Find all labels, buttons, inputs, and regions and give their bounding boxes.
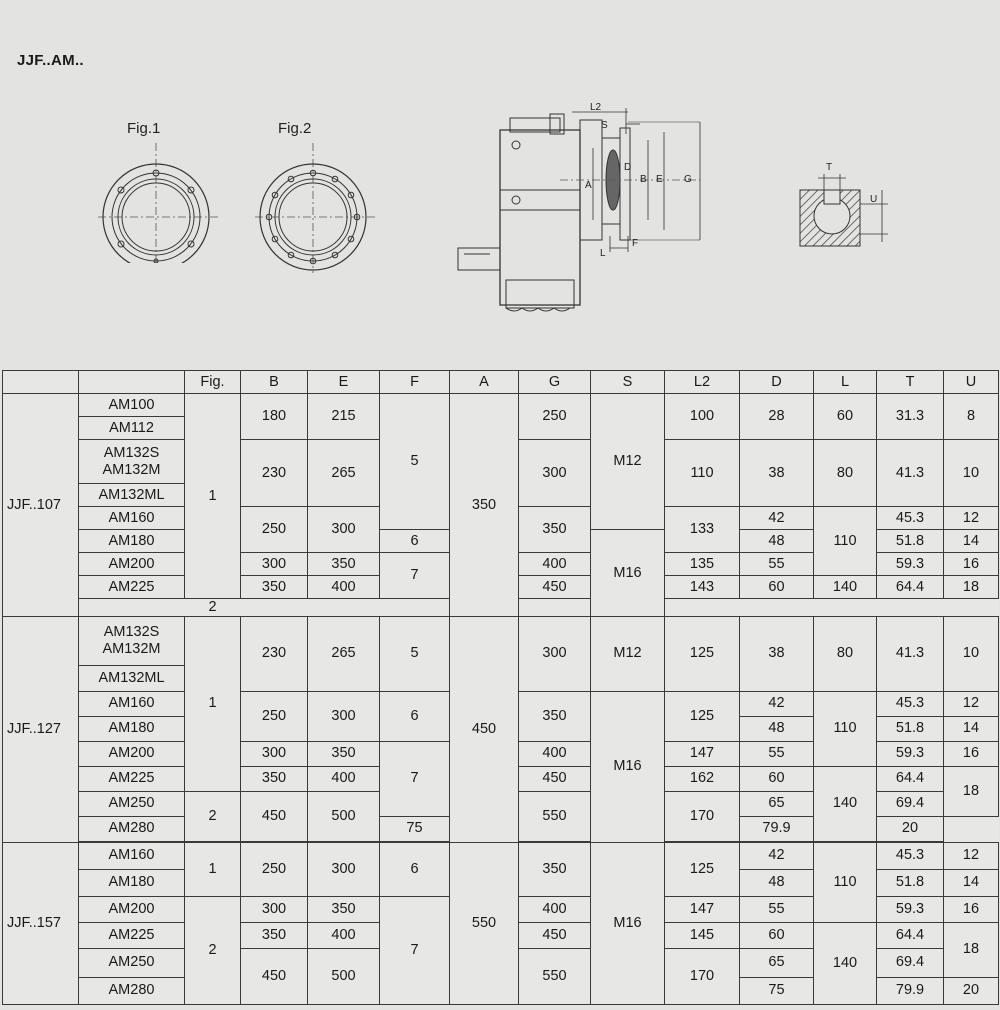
series-cell: JJF..157 <box>3 842 79 1004</box>
am-cell: AM160 <box>79 691 185 716</box>
t-cell: 41.3 <box>877 616 944 691</box>
am-line: AM132S <box>103 444 160 461</box>
d-cell: 48 <box>740 530 814 553</box>
l-cell: 140 <box>814 922 877 1004</box>
u-cell: 14 <box>944 869 999 896</box>
am-cell: AM250 <box>79 948 185 977</box>
series-cell: JJF..127 <box>3 616 79 842</box>
dim-label-u: U <box>870 194 878 205</box>
fig-cell: 2 <box>185 791 241 841</box>
g-cell: 300 <box>519 440 591 507</box>
l2-cell: 143 <box>665 576 740 599</box>
am-cell: AM280 <box>79 816 185 841</box>
table-header-row <box>3 371 999 394</box>
l2-cell: 145 <box>665 922 740 948</box>
l-cell: 140 <box>814 766 877 841</box>
header-cell <box>79 371 185 394</box>
l2-cell: 133 <box>665 507 740 553</box>
e-cell: 265 <box>308 616 380 691</box>
l-cell: 110 <box>814 842 877 922</box>
header-cell: D <box>740 371 814 394</box>
am-cell: AM200 <box>79 896 185 922</box>
d-cell: 60 <box>740 576 814 599</box>
am-cell: AM132ML <box>79 484 185 507</box>
d-cell: 75 <box>740 977 814 1004</box>
u-cell: 10 <box>944 440 999 507</box>
d-cell: 28 <box>740 394 814 440</box>
u-cell: 14 <box>944 530 999 553</box>
b-cell: 250 <box>241 842 308 896</box>
fig-cell: 2 <box>208 599 217 615</box>
t-cell: 59.3 <box>877 896 944 922</box>
f-cell: 5 <box>380 616 450 691</box>
f-cell: 7 <box>380 553 450 599</box>
s-cell: M16 <box>591 842 665 1004</box>
d-cell: 42 <box>740 507 814 530</box>
l2-cell: 170 <box>665 948 740 1004</box>
am-cell: AM180 <box>79 530 185 553</box>
u-cell: 8 <box>944 394 999 440</box>
b-cell: 230 <box>241 440 308 507</box>
am-cell: AM250 <box>79 791 185 816</box>
e-cell: 265 <box>308 440 380 507</box>
e-cell: 300 <box>308 842 380 896</box>
b-cell: 250 <box>241 507 308 553</box>
l-cell: 80 <box>814 440 877 507</box>
dimension-table <box>2 370 999 1005</box>
header-cell: L <box>814 371 877 394</box>
t-cell: 59.3 <box>877 741 944 766</box>
u-cell: 20 <box>944 977 999 1004</box>
e-cell: 350 <box>308 741 380 766</box>
header-cell: F <box>380 371 450 394</box>
g-cell: 350 <box>519 507 591 553</box>
spacer-cell <box>79 599 185 617</box>
s-cell: M12 <box>591 394 665 530</box>
t-cell: 69.4 <box>877 948 944 977</box>
d-cell: 42 <box>740 691 814 716</box>
b-cell: 350 <box>241 576 308 599</box>
u-cell: 18 <box>944 766 999 816</box>
u-cell: 16 <box>944 553 999 576</box>
keyway-detail-drawing <box>790 158 900 253</box>
u-cell: 12 <box>944 691 999 716</box>
am-cell: AM180 <box>79 716 185 741</box>
b-cell: 350 <box>241 766 308 791</box>
e-cell: 300 <box>308 691 380 741</box>
fig-cell: 2 <box>185 896 241 1004</box>
d-cell: 55 <box>740 553 814 576</box>
b-cell: 300 <box>241 553 308 576</box>
header-cell <box>3 371 79 394</box>
fig2-flange-drawing <box>255 143 375 273</box>
t-cell: 64.4 <box>877 766 944 791</box>
d-cell: 48 <box>740 716 814 741</box>
g-cell: 550 <box>519 948 591 1004</box>
l-cell: 110 <box>814 507 877 576</box>
header-cell: L2 <box>665 371 740 394</box>
t-cell: 51.8 <box>877 869 944 896</box>
dim-label-e: E <box>656 174 663 185</box>
header-cell: T <box>877 371 944 394</box>
d-cell: 38 <box>740 616 814 691</box>
am-cell <box>79 616 185 665</box>
d-cell: 48 <box>740 869 814 896</box>
b-cell: 300 <box>241 741 308 766</box>
u-cell: 14 <box>944 716 999 741</box>
header-cell: B <box>241 371 308 394</box>
header-cell: S <box>591 371 665 394</box>
table-row <box>3 842 999 869</box>
am-cell <box>79 440 185 484</box>
d-cell: 75 <box>380 816 450 841</box>
g-cell: 400 <box>519 741 591 766</box>
u-cell: 16 <box>944 896 999 922</box>
t-cell: 64.4 <box>877 922 944 948</box>
g-cell: 450 <box>519 766 591 791</box>
g-cell: 400 <box>519 896 591 922</box>
am-cell: AM280 <box>79 977 185 1004</box>
gearbox-side-view-drawing <box>450 100 710 325</box>
u-cell: 18 <box>944 922 999 977</box>
dim-label-b: B <box>640 174 647 185</box>
fig-cell: 1 <box>185 842 241 896</box>
l2-cell: 125 <box>665 691 740 741</box>
b-cell: 250 <box>241 691 308 741</box>
t-cell: 79.9 <box>740 816 814 841</box>
f-cell: 7 <box>380 896 450 1004</box>
d-cell: 55 <box>740 896 814 922</box>
d-cell: 60 <box>740 766 814 791</box>
f-cell: 5 <box>380 394 450 530</box>
l2-cell: 162 <box>665 766 740 791</box>
g-cell: 400 <box>519 553 591 576</box>
am-cell: AM112 <box>79 417 185 440</box>
e-cell: 350 <box>308 896 380 922</box>
a-cell: 550 <box>450 842 519 1004</box>
l-cell: 80 <box>814 616 877 691</box>
dim-label-l: L <box>600 248 606 259</box>
dim-label-g: G <box>684 174 692 185</box>
t-cell: 45.3 <box>877 842 944 869</box>
e-cell: 215 <box>308 394 380 440</box>
f-cell: 6 <box>380 691 450 741</box>
a-cell: 350 <box>450 394 519 617</box>
t-cell: 41.3 <box>877 440 944 507</box>
l2-cell: 135 <box>665 553 740 576</box>
e-cell: 500 <box>308 791 380 841</box>
l-cell: 60 <box>814 394 877 440</box>
l2-cell: 125 <box>665 842 740 896</box>
fig1-label: Fig.1 <box>127 120 161 137</box>
u-cell: 18 <box>944 576 999 599</box>
header-cell: A <box>450 371 519 394</box>
dim-label-t: T <box>826 162 833 173</box>
d-cell: 38 <box>740 440 814 507</box>
u-cell: 16 <box>944 741 999 766</box>
table-row <box>3 616 999 665</box>
l2-cell: 110 <box>665 440 740 507</box>
dim-label-f: F <box>632 238 639 249</box>
l2-cell: 170 <box>665 791 740 841</box>
am-line: AM132S <box>103 624 160 640</box>
d-cell: 65 <box>740 948 814 977</box>
g-cell: 550 <box>519 791 591 841</box>
header-cell: G <box>519 371 591 394</box>
g-cell: 350 <box>519 842 591 896</box>
fig-cell: 1 <box>185 394 241 599</box>
document-title: JJF..AM.. <box>17 52 84 69</box>
l-cell: 140 <box>814 576 877 599</box>
b-cell: 300 <box>241 896 308 922</box>
d-cell: 42 <box>740 842 814 869</box>
f-cell: 7 <box>380 741 450 816</box>
am-line: AM132M <box>102 461 161 478</box>
d-cell: 60 <box>740 922 814 948</box>
s-cell: M16 <box>591 530 665 617</box>
am-cell: AM225 <box>79 766 185 791</box>
g-cell: 250 <box>519 394 591 440</box>
header-cell: Fig. <box>185 371 241 394</box>
am-cell: AM225 <box>79 576 185 599</box>
am-line: AM132M <box>102 640 161 657</box>
header-cell: E <box>308 371 380 394</box>
t-cell: 45.3 <box>877 691 944 716</box>
l2-cell: 100 <box>665 394 740 440</box>
b-cell: 180 <box>241 394 308 440</box>
b-cell: 230 <box>241 616 308 691</box>
fig2-label: Fig.2 <box>278 120 312 137</box>
l2-cell: 147 <box>665 741 740 766</box>
am-cell: AM132ML <box>79 665 185 691</box>
t-cell: 69.4 <box>877 791 944 816</box>
dim-label-s: S <box>601 120 608 131</box>
b-cell: 350 <box>241 922 308 948</box>
u-cell: 12 <box>944 842 999 869</box>
t-cell: 51.8 <box>877 716 944 741</box>
series-cell: JJF..107 <box>3 394 79 617</box>
am-cell: AM160 <box>79 507 185 530</box>
g-cell: 350 <box>519 691 591 741</box>
am-cell: AM160 <box>79 842 185 869</box>
g-cell: 450 <box>519 576 591 599</box>
table-row <box>3 394 999 417</box>
u-cell: 10 <box>944 616 999 691</box>
e-cell: 500 <box>308 948 380 1004</box>
t-cell: 31.3 <box>877 394 944 440</box>
fig-cell: 1 <box>185 616 241 791</box>
e-cell: 400 <box>308 576 380 599</box>
d-cell: 55 <box>740 741 814 766</box>
f-cell: 6 <box>380 530 450 553</box>
header-cell: U <box>944 371 999 394</box>
t-cell: 59.3 <box>877 553 944 576</box>
s-cell: M12 <box>591 616 665 691</box>
e-cell: 400 <box>308 922 380 948</box>
e-cell: 350 <box>308 553 380 576</box>
s-cell: M16 <box>591 691 665 842</box>
dim-label-a: A <box>585 180 592 191</box>
fig1-flange-drawing <box>98 143 218 263</box>
g-cell: 300 <box>519 616 591 691</box>
b-cell: 450 <box>241 948 308 1004</box>
u-cell: 12 <box>944 507 999 530</box>
dim-label-l2: L2 <box>590 102 602 113</box>
d-cell: 65 <box>740 791 814 816</box>
t-cell: 45.3 <box>877 507 944 530</box>
dim-label-d: D <box>624 162 632 173</box>
am-cell: AM180 <box>79 869 185 896</box>
e-cell: 400 <box>308 766 380 791</box>
am-cell: AM200 <box>79 741 185 766</box>
u-cell: 20 <box>877 816 944 841</box>
am-cell: AM200 <box>79 553 185 576</box>
g-cell: 450 <box>519 922 591 948</box>
b-cell: 450 <box>241 791 308 841</box>
l2-cell: 147 <box>665 896 740 922</box>
a-cell: 450 <box>450 616 519 842</box>
l2-cell: 125 <box>665 616 740 691</box>
am-cell: AM100 <box>79 394 185 417</box>
t-cell: 51.8 <box>877 530 944 553</box>
l-cell: 110 <box>814 691 877 766</box>
t-cell: 64.4 <box>877 576 944 599</box>
e-cell: 300 <box>308 507 380 553</box>
f-cell: 6 <box>380 842 450 896</box>
t-cell: 79.9 <box>877 977 944 1004</box>
am-cell: AM225 <box>79 922 185 948</box>
